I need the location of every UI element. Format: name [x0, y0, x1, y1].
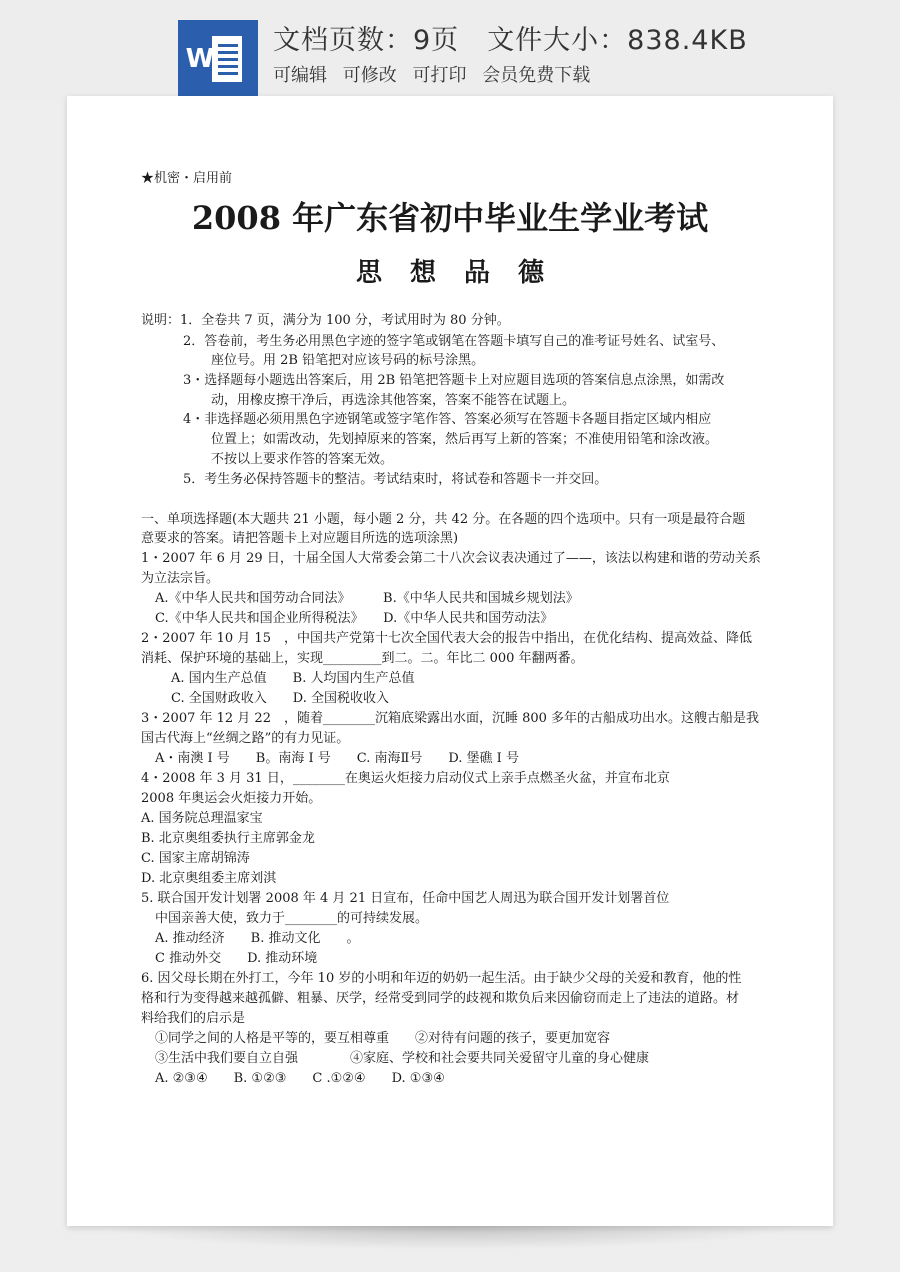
- question-line: 6. 因父母长期在外打工，今年 10 岁的小明和年迈的奶奶一起生活。由于缺少父母的关爱和教育，他的性: [141, 971, 742, 986]
- page-shadow: [100, 1226, 800, 1250]
- question-line: 3・2007 年 12 月 22 ，随着________沉箱底梁露出水面，沉睡 800 多年的古船成功出水。这艘古船是我: [141, 711, 760, 726]
- word-document-icon: [178, 20, 258, 96]
- question-line: 中国亲善大使，致力于________的可持续发展。: [155, 911, 429, 926]
- option-line: A・南澳 I 号 B。南海 I 号 C. 南海Ⅱ号 D. 堡礁 I 号: [155, 751, 519, 766]
- option-line: A. 推动经济 B. 推动文化 。: [155, 931, 360, 946]
- option-line: A. 国内生产总值 B. 人均国内生产总值: [171, 671, 415, 686]
- option-line: D. 北京奥组委主席刘淇: [141, 871, 277, 886]
- question-line: 2・2007 年 10 月 15 ，中国共产党第十七次全国代表大会的报告中指出，在优化结构、提高效益、降低: [141, 631, 752, 646]
- option-line: C. 国家主席胡锦涛: [141, 851, 250, 866]
- section-heading: 意要求的答案。请把答题卡上对应题目所选的选项涂黑): [141, 531, 459, 546]
- feature-modifiable: 可修改: [342, 65, 397, 86]
- question-line: 为立法宗旨。: [141, 571, 220, 586]
- option-line: ③生活中我们要自立自强 ④家庭、学校和社会要共同关爱留守儿童的身心健康: [155, 1051, 650, 1066]
- option-line: ①同学之间的人格是平等的，要互相尊重 ②对待有问题的孩子，要更加宽容: [155, 1031, 611, 1046]
- feature-editable: 可编辑: [273, 65, 327, 86]
- exam-title: 2008 年广东省初中毕业生学业考试: [191, 199, 709, 237]
- instruction-line: 4・非选择题必须用黑色字迹钢笔或签字笔作答、答案必须写在答题卡各题目指定区域内相应: [183, 412, 712, 427]
- instruction-line: 3・选择题每小题选出答案后，用 2B 铅笔把答题卡上对应题目选项的答案信息点涂黑，如需改: [183, 373, 725, 388]
- question-line: 料给我们的启示是: [141, 1011, 246, 1026]
- option-line: A. 国务院总理温家宝: [141, 811, 263, 826]
- confidential-mark: ★机密・启用前: [141, 171, 233, 186]
- question-line: 5. 联合国开发计划署 2008 年 4 月 21 日宣布，任命中国艺人周迅为联合国开发计划署首位: [141, 891, 670, 906]
- question-line: 1・2007 年 6 月 29 日，十届全国人大常委会第二十八次会议表决通过了——，该法以构建和谐的劳动关系: [141, 551, 761, 566]
- instruction-line: 不按以上要求作答的答案无效。: [211, 452, 394, 467]
- document-meta: [273, 18, 776, 87]
- exam-subject: 思想品德: [355, 258, 572, 288]
- option-line: C 推动外交 D. 推动环境: [155, 951, 318, 966]
- feature-member-download: 会员免费下载: [482, 65, 591, 86]
- section-heading: 一、单项选择题(本大题共 21 小题，每小题 2 分，共 42 分。在各题的四个选项中。只有一项是最符合题: [141, 512, 746, 527]
- question-line: 4・2008 年 3 月 31 日，________在奥运火炬接力启动仪式上亲手点燃圣火盆，并宣布北京: [141, 771, 670, 786]
- option-line: B. 北京奥组委执行主席郭金龙: [141, 831, 315, 846]
- file-size-label: 文件大小：838.4KB: [487, 25, 748, 56]
- instruction-line: 5．考生务必保持答题卡的整洁。考试结束时，将试卷和答题卡一并交回。: [183, 472, 608, 487]
- feature-printable: 可打印: [412, 65, 467, 86]
- instruction-line: 位置上；如需改动，先划掉原来的答案，然后再写上新的答案；不准使用铅笔和涂改液。: [211, 432, 719, 447]
- instruction-line: 2．答卷前，考生务必用黑色字迹的签字笔或钢笔在答题卡填写自己的准考证号姓名、试室号、: [183, 334, 725, 349]
- instruction-line: 动，用橡皮擦干净后，再选涂其他答案，答案不能答在试题上。: [211, 393, 576, 408]
- question-line: 2008 年奥运会火炬接力开始。: [141, 791, 322, 806]
- instruction-line: 座位号。用 2B 铅笔把对应该号码的标号涂黑。: [211, 353, 485, 368]
- question-line: 格和行为变得越来越孤僻、粗暴、厌学，经常受到同学的歧视和欺负后来因偷窃而走上了违法的道路。材: [141, 991, 740, 1006]
- instruction-line: 说明：1．全卷共 7 页，满分为 100 分，考试用时为 80 分钟。: [141, 313, 510, 328]
- option-line: A. ②③④ B. ①②③ C .①②④ D. ①③④: [155, 1071, 445, 1086]
- word-letter: W: [185, 44, 215, 74]
- download-banner: [0, 0, 900, 100]
- option-line: C.《中华人民共和国企业所得税法》 D.《中华人民共和国劳动法》: [155, 611, 554, 626]
- page-count-label: 文档页数：9页: [273, 25, 460, 56]
- option-line: A.《中华人民共和国劳动合同法》 B.《中华人民共和国城乡规划法》: [155, 591, 579, 606]
- document-page: [67, 96, 833, 1226]
- option-line: C. 全国财政收入 D. 全国税收收入: [171, 691, 389, 706]
- question-line: 消耗、保护环境的基础上，实现_________到二。二。年比二 000 年翻两番。: [141, 651, 584, 666]
- question-line: 国古代海上“丝绸之路”的有力见证。: [141, 731, 350, 746]
